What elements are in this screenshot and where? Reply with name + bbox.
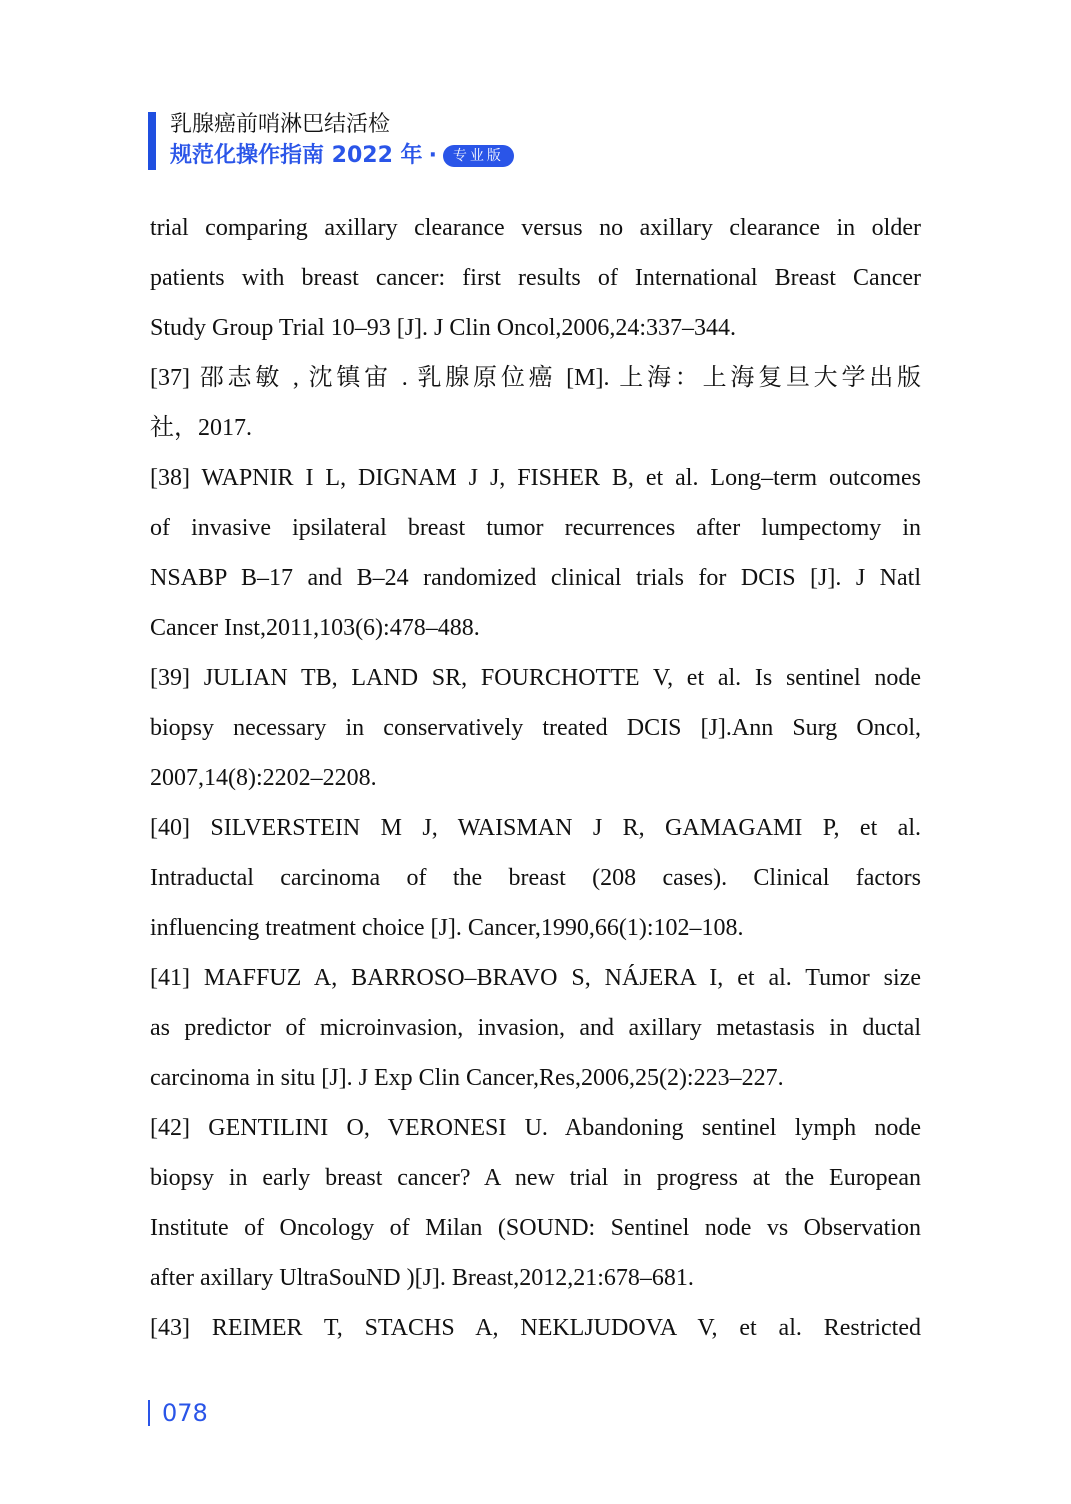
reference-line: carcinoma in situ [J]. J Exp Clin Cancer,Res,2006,25(2):223–227. (150, 1065, 784, 1091)
page-number: 078 (162, 1399, 208, 1427)
reference-line: after axillary UltraSouND )[J]. Breast,2012,21:678–681. (150, 1265, 694, 1291)
header-subtitle (170, 141, 514, 171)
footer-accent-bar (148, 1400, 150, 1426)
header-subtitle-text: 规范化操作指南 2022 年 (170, 143, 423, 168)
reference-line: biopsy necessary in conservatively treated DCIS [J].Ann Surg Oncol, (150, 715, 921, 741)
reference-line: [41] MAFFUZ A, BARROSO–BRAVO S, NÁJERA I, et al. Tumor size (150, 965, 921, 991)
reference-line: [43] REIMER T, STACHS A, NEKLJUDOVA V, et al. Restricted (150, 1315, 921, 1341)
reference-line: patients with breast cancer: first results of International Breast Cancer (150, 265, 921, 291)
reference-line: influencing treatment choice [J]. Cancer,1990,66(1):102–108. (150, 915, 744, 941)
header-accent-bar (148, 112, 156, 170)
reference-line: [42] GENTILINI O, VERONESI U. Abandoning sentinel lymph node (150, 1115, 921, 1141)
reference-line: trial comparing axillary clearance versus no axillary clearance in older (150, 215, 921, 241)
reference-line: Intraductal carcinoma of the breast (208 cases). Clinical factors (150, 865, 921, 891)
reference-line: as predictor of microinvasion, invasion, and axillary metastasis in ductal (150, 1015, 921, 1041)
reference-line: [40] SILVERSTEIN M J, WAISMAN J R, GAMAGAMI P, et al. (150, 815, 921, 841)
reference-line: of invasive ipsilateral breast tumor recurrences after lumpectomy in (150, 515, 921, 541)
header-separator-dot: · (428, 143, 437, 168)
reference-line: Institute of Oncology of Milan (SOUND: Sentinel node vs Observation (150, 1215, 921, 1241)
reference-line: biopsy in early breast cancer? A new trial in progress at the European (150, 1165, 921, 1191)
reference-line: [38] WAPNIR I L, DIGNAM J J, FISHER B, et al. Long–term outcomes (150, 465, 921, 491)
header-title: 乳腺癌前哨淋巴结活检 (170, 112, 391, 137)
reference-line: Study Group Trial 10–93 [J]. J Clin Oncol,2006,24:337–344. (150, 315, 737, 341)
reference-line: 2007,14(8):2202–2208. (150, 765, 377, 791)
reference-list (150, 203, 921, 1353)
edition-badge: 专业版 (443, 145, 514, 167)
page-footer (148, 1398, 208, 1428)
reference-line: Cancer Inst,2011,103(6):478–488. (150, 615, 480, 641)
reference-line: [39] JULIAN TB, LAND SR, FOURCHOTTE V, et al. Is sentinel node (150, 665, 921, 691)
reference-line: 社，2017. (150, 415, 252, 441)
reference-line: [37] 邵志敏 , 沈镇宙 . 乳腺原位癌 [M]. 上海：上海复旦大学出版 (150, 365, 921, 391)
reference-line: NSABP B–17 and B–24 randomized clinical trials for DCIS [J]. J Natl (150, 565, 921, 591)
